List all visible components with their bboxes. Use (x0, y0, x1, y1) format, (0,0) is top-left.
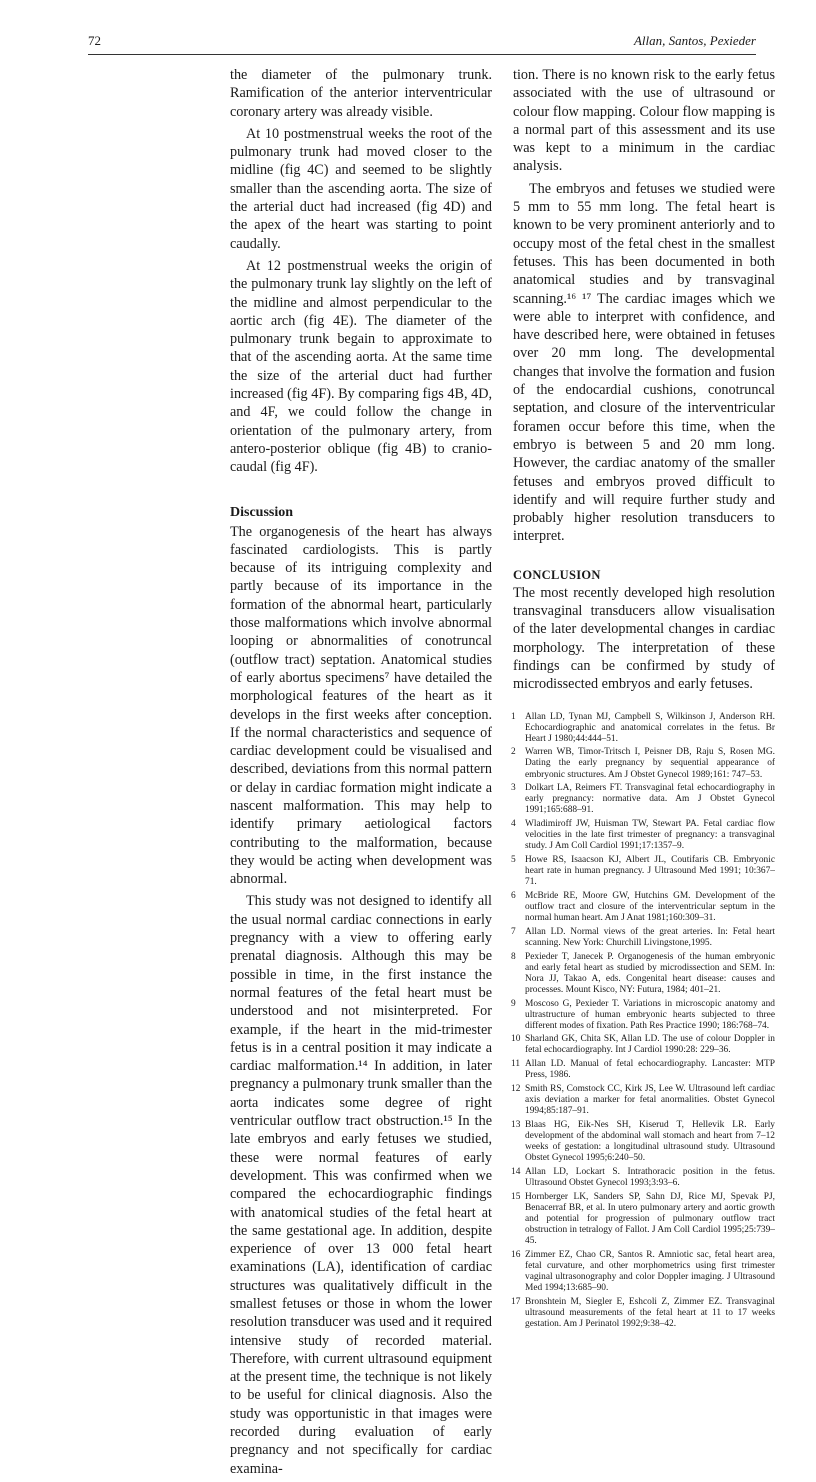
running-head: Allan, Santos, Pexieder (633, 33, 756, 48)
reference-item (513, 1192, 775, 1247)
reference-number: 5 (511, 855, 516, 865)
reference-number: 11 (511, 1059, 521, 1070)
reference-text: Allan LD, Tynan MJ, Campbell S, Wilkinson J, Anderson RH. Echocardiographic and anatomical correlates in the fetus. Br Heart J 1980;44:444–51. (525, 711, 775, 744)
reference-list (513, 712, 775, 1330)
reference-text: Zimmer EZ, Chao CR, Santos R. Amniotic sac, fetal heart area, fetal curvature, and other morphometrics using first trimester vaginal ultrasonography and color Doppler imaging. J Ultrasound Med 1994;13:685–90. (525, 1249, 775, 1293)
reference-text: Dolkart LA, Reimers FT. Transvaginal fetal echocardiography in early pregnancy: normative data. Am J Obstet Gynecol 1991;165:688–91. (525, 783, 775, 816)
body-paragraph: tion. There is no known risk to the early fetus associated with the use of ultrasound or colour flow mapping. Colour flow mapping is a normal part of this assessment and its use was kept to a minimum in the cardiac analysis. (513, 67, 775, 175)
page-number: 72 (88, 33, 101, 48)
conclusion-heading: CONCLUSION (513, 567, 601, 582)
reference-number: 1 (511, 711, 516, 722)
body-paragraph: The embryos and fetuses we studied were 5 mm to 55 mm long. The fetal heart is known to be very prominent anteriorly and to occupy most of the fetal chest in the smallest fetuses. This has been documented in both anatomical studies and by transvaginal scanning.¹⁶ ¹⁷ The cardiac images which we were able to interpret with confidence, and have described here, were obtained in fetuses over 20 mm long. The developmental changes that involve the formation and fusion of the endocardial cushions, conotruncal septation, and closure of the interventricular foramen occur before this time, when the embryo is between 5 and 20 mm long. However, the cardiac anatomy of the smaller fetuses and embryos proved difficult to identify and will require further study and probably higher resolution transducers to interpret. (513, 180, 775, 545)
reference-item (513, 927, 775, 949)
reference-text: Hornberger LK, Sanders SP, Sahn DJ, Rice MJ, Spevak PJ, Benacerraf BR, et al. In utero pulmonary artery and aortic growth and potential for progression of pulmonary outflow tract obstruction in tetralogy of Fallot. J Am Coll Cardiol 1995;25:739–45. (525, 1191, 775, 1246)
reference-item (513, 952, 775, 996)
reference-text: Smith RS, Comstock CC, Kirk JS, Lee W. Ultrasound left cardiac axis deviation a marker for fetal anormalities. Obstet Gynecol 1994;85:187–91. (525, 1083, 775, 1117)
reference-number: 3 (511, 783, 516, 794)
reference-number: 12 (511, 1083, 521, 1094)
body-paragraph: This study was not designed to identify all the usual normal cardiac connections in early pregnancy with a view to offering early prenatal diagnosis. Although this may be possible in time, in the first instance the normal features of the fetal heart must be understood and not misinterpreted. For example, if the heart in the mid-trimester fetus is in a central position it may indicate a cardiac malformation.¹⁴ In addition, in later pregnancy a pulmonary trunk smaller than the aorta indicates some degree of right ventricular outflow tract obstruction.¹⁵ In the late embryos and early fetuses we studied, these were normal features of early development. This was confirmed when we compared the echocardiographic findings with anatomical studies of the fetal heart at the same gestational age. In addition, despite experience of over 13 000 fetal heart examinations (LA), identification of cardiac structures was qualitatively difficult in the smallest fetuses or those in whom the lower resolution transducer was used and it required intensive study of recorded material. Therefore, with current ultrasound equipment at the present time, the technique is not likely to be useful for clinical diagnosis. Also the study was opportunistic in that images were recorded during evaluation of early pregnancy and not specifically for cardiac examina- (230, 893, 492, 1477)
reference-text: Allan LD. Manual of fetal echocardiography. Lancaster: MTP Press, 1986. (525, 1059, 775, 1081)
reference-number: 15 (511, 1191, 521, 1202)
reference-number: 2 (511, 747, 516, 758)
header-rule (88, 54, 756, 55)
reference-number: 4 (511, 819, 516, 830)
reference-item (513, 1084, 775, 1117)
reference-text: Warren WB, Timor-Tritsch I, Peisner DB, Raju S, Rosen MG. Dating the early pregnancy by sequential appearance of embryonic structures. Am J Obstet Gynecol 1989;161: 747–53. (525, 747, 775, 780)
reference-item (513, 819, 775, 852)
reference-item (513, 855, 775, 888)
reference-item (513, 1059, 775, 1081)
reference-item (513, 891, 775, 924)
body-paragraph: The most recently developed high resolution transvaginal transducers allow visualisation of the later developmental changes in cardiac morphology. The interpretation of these findings can be confirmed by study of microdissected embryos and early fetuses. (513, 584, 775, 693)
reference-text: Allan LD. Normal views of the great arteries. In: Fetal heart scanning. New York: Churchill Livingstone,1995. (525, 926, 775, 948)
reference-number: 13 (511, 1119, 521, 1130)
body-paragraph: the diameter of the pulmonary trunk. Ramification of the anterior interventricular coronary artery was already visible. (230, 67, 492, 120)
reference-number: 9 (511, 998, 516, 1009)
reference-item (513, 747, 775, 780)
reference-item (513, 1034, 775, 1056)
reference-number: 14 (511, 1166, 521, 1177)
reference-text: Howe RS, Isaacson KJ, Albert JL, Coutifaris CB. Embryonic heart rate in human pregnancy. J Ultrasound Med 1991; 10:367–71. (525, 855, 775, 888)
reference-number: 10 (511, 1034, 521, 1045)
reference-item (513, 1167, 775, 1189)
reference-text: Bronshtein M, Siegler E, Eshcoli Z, Zimmer EZ. Transvaginal ultrasound measurements of the fetal heart at 11 to 17 weeks gestation. Am J Perinatol 1992;9:38–42. (525, 1296, 775, 1329)
reference-item (513, 1250, 775, 1294)
left-column (230, 66, 492, 1482)
reference-number: 8 (511, 951, 516, 962)
reference-number: 7 (511, 926, 516, 937)
reference-text: Moscoso G, Pexieder T. Variations in microscopic anatomy and ultrastructure of human embryonic hearts subjected to three different modes of fixation. Path Res Practice 1990; 186:768–74. (525, 998, 775, 1031)
reference-text: Blaas HG, Eik-Nes SH, Kiserud T, Hellevik LR. Early development of the abdominal wall stomach and heart from 7–12 weeks of gestation: a longitudinal ultrasound study. Ultrasound Obstet Gynecol 1995;6:240–50. (525, 1119, 775, 1164)
reference-text: Allan LD, Lockart S. Intrathoracic position in the fetus. Ultrasound Obstet Gynecol 1993;3:93–6. (525, 1166, 775, 1188)
reference-number: 17 (511, 1296, 521, 1307)
reference-item (513, 999, 775, 1032)
reference-item (513, 783, 775, 816)
reference-text: McBride RE, Moore GW, Hutchins GM. Development of the outflow tract and closure of the interventricular septum in the normal human heart. Am J Anat 1981;160:309–31. (525, 890, 775, 924)
reference-text: Pexieder T, Janecek P. Organogenesis of the human embryonic and early fetal heart as studied by microdissection and SEM. In: Nora JJ, Takao A, eds. Congenital heart disease: causes and processes. Mount Kisco, NY: Futura, 1984; 401–21. (525, 951, 775, 995)
reference-item (513, 1297, 775, 1330)
discussion-heading: Discussion (230, 504, 294, 520)
reference-number: 6 (511, 890, 516, 901)
body-paragraph: The organogenesis of the heart has always fascinated cardiologists. This is partly because of its intriguing complexity and partly because of its importance in the formation of the abnormal heart, particularly those malformations which involve abnormal looping or abnormalities of conotruncal (outflow tract) septation. Anatomical studies of early abortus specimens⁷ have detailed the morphological features of the heart as it develops in the first weeks after conception. If the normal characteristics and sequence of cardiac development could be visualised and described, deviations from this normal pattern or delay in cardiac formation might indicate a nascent malformation. This may help to identify primary aetiological factors contributing to the malformation, because they would be acting when development was abnormal. (230, 523, 492, 888)
body-paragraph: At 12 postmenstrual weeks the origin of the pulmonary trunk lay slightly on the left of the midline and almost perpendicular to the aortic arch (fig 4E). The diameter of the pulmonary trunk begain to approximate to that of the ascending aorta. At the same time the size of the arterial duct had further increased (fig 4F). By comparing figs 4B, 4D, and 4F, we could follow the change in orientation of the pulmonary artery, from antero-posterior oblique (fig 4B) to cranio-caudal (fig 4F). (230, 257, 492, 476)
reference-number: 16 (511, 1249, 521, 1260)
reference-item (513, 1120, 775, 1164)
reference-item (513, 712, 775, 745)
reference-text: Sharland GK, Chita SK, Allan LD. The use of colour Doppler in fetal echocardiography. Int J Cardiol 1990:28: 229–36. (525, 1034, 775, 1056)
right-column (513, 66, 775, 1332)
body-paragraph: At 10 postmenstrual weeks the root of the pulmonary trunk had moved closer to the midline (fig 4C) and seemed to be slightly smaller than the ascending aorta. The size of the arterial duct had increased (fig 4D) and the apex of the heart was starting to point caudally. (230, 125, 492, 252)
reference-text: Wladimiroff JW, Huisman TW, Stewart PA. Fetal cardiac flow velocities in the late first trimester of pregnancy: a transvaginal study. J Am Coll Cardiol 1991;17:1357–9. (525, 819, 775, 852)
